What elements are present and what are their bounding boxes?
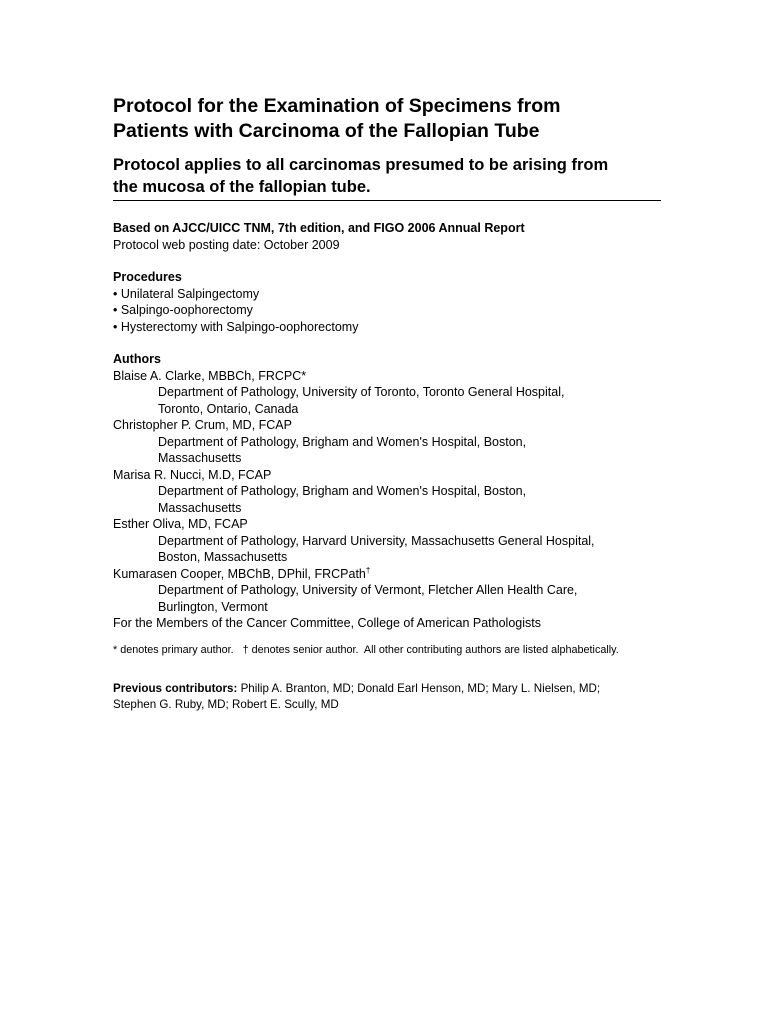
author-affiliation: Department of Pathology, Brigham and Women's Hospital, Boston, [158,484,527,498]
protocol-basis [113,220,661,253]
procedure-item: • Hysterectomy with Salpingo-oophorectomy [113,319,359,334]
author-entry [113,566,661,616]
author-affiliation: Massachusetts [158,500,242,515]
previous-contributors-line [113,681,661,697]
author-name: Kumarasen Cooper, MBChB, DPhil, FRCPath [113,566,366,581]
author-affiliation: Toronto, Ontario, Canada [158,401,299,416]
author-entry [113,467,661,517]
committee-line: For the Members of the Cancer Committee, College of American Pathologists [113,616,541,630]
author-name-line [113,566,661,583]
author-name: Marisa R. Nucci, M.D, FCAP [113,467,272,482]
document-page [113,94,661,713]
title-line: Protocol for the Examination of Specimens from [113,95,561,117]
author-affiliation: Massachusetts [158,451,242,465]
author-entry [113,368,661,418]
title-line: Patients with Carcinoma of the Fallopian Tube [113,120,540,142]
previous-contributors-label: Previous contributors: [113,681,238,695]
subtitle-line: Protocol applies to all carcinomas presumed to be arising from [113,156,609,174]
procedures-heading: Procedures [113,270,182,284]
author-entry [113,516,661,566]
author-affiliation: Burlington, Vermont [158,599,268,614]
previous-contributors-names: Philip A. Branton, MD; Donald Earl Henson, MD; Mary L. Nielsen, MD; [240,681,601,695]
document-subtitle [113,154,661,201]
author-footnote: * denotes primary author. † denotes senior author. All other contributing authors are listed alphabetically. [113,643,619,656]
author-entry [113,417,661,467]
author-affiliation: Department of Pathology, Brigham and Women's Hospital, Boston, [158,434,527,449]
based-on-text: Based on AJCC/UICC TNM, 7th edition, and FIGO 2006 Annual Report [113,221,525,235]
document-title [113,94,661,144]
author-name: Esther Oliva, MD, FCAP [113,517,248,531]
senior-author-marker: † [365,565,371,575]
procedures-section [113,269,661,335]
author-affiliation: Department of Pathology, University of Toronto, Toronto General Hospital, [158,385,565,399]
previous-contributors-names: Stephen G. Ruby, MD; Robert E. Scully, MD [113,697,339,711]
procedure-item: • Unilateral Salpingectomy [113,286,260,301]
author-name: Blaise A. Clarke, MBBCh, FRCPC* [113,368,307,383]
author-name: Christopher P. Crum, MD, FCAP [113,418,292,432]
authors-heading: Authors [113,352,161,366]
previous-contributors [113,681,661,713]
subtitle-line: the mucosa of the fallopian tube. [113,178,371,196]
author-affiliation: Department of Pathology, University of Vermont, Fletcher Allen Health Care, [158,583,578,597]
authors-section [113,351,661,632]
author-affiliation: Boston, Massachusetts [158,550,288,564]
author-affiliation: Department of Pathology, Harvard University, Massachusetts General Hospital, [158,533,595,548]
posting-date: Protocol web posting date: October 2009 [113,237,340,252]
procedure-item: • Salpingo-oophorectomy [113,303,253,317]
